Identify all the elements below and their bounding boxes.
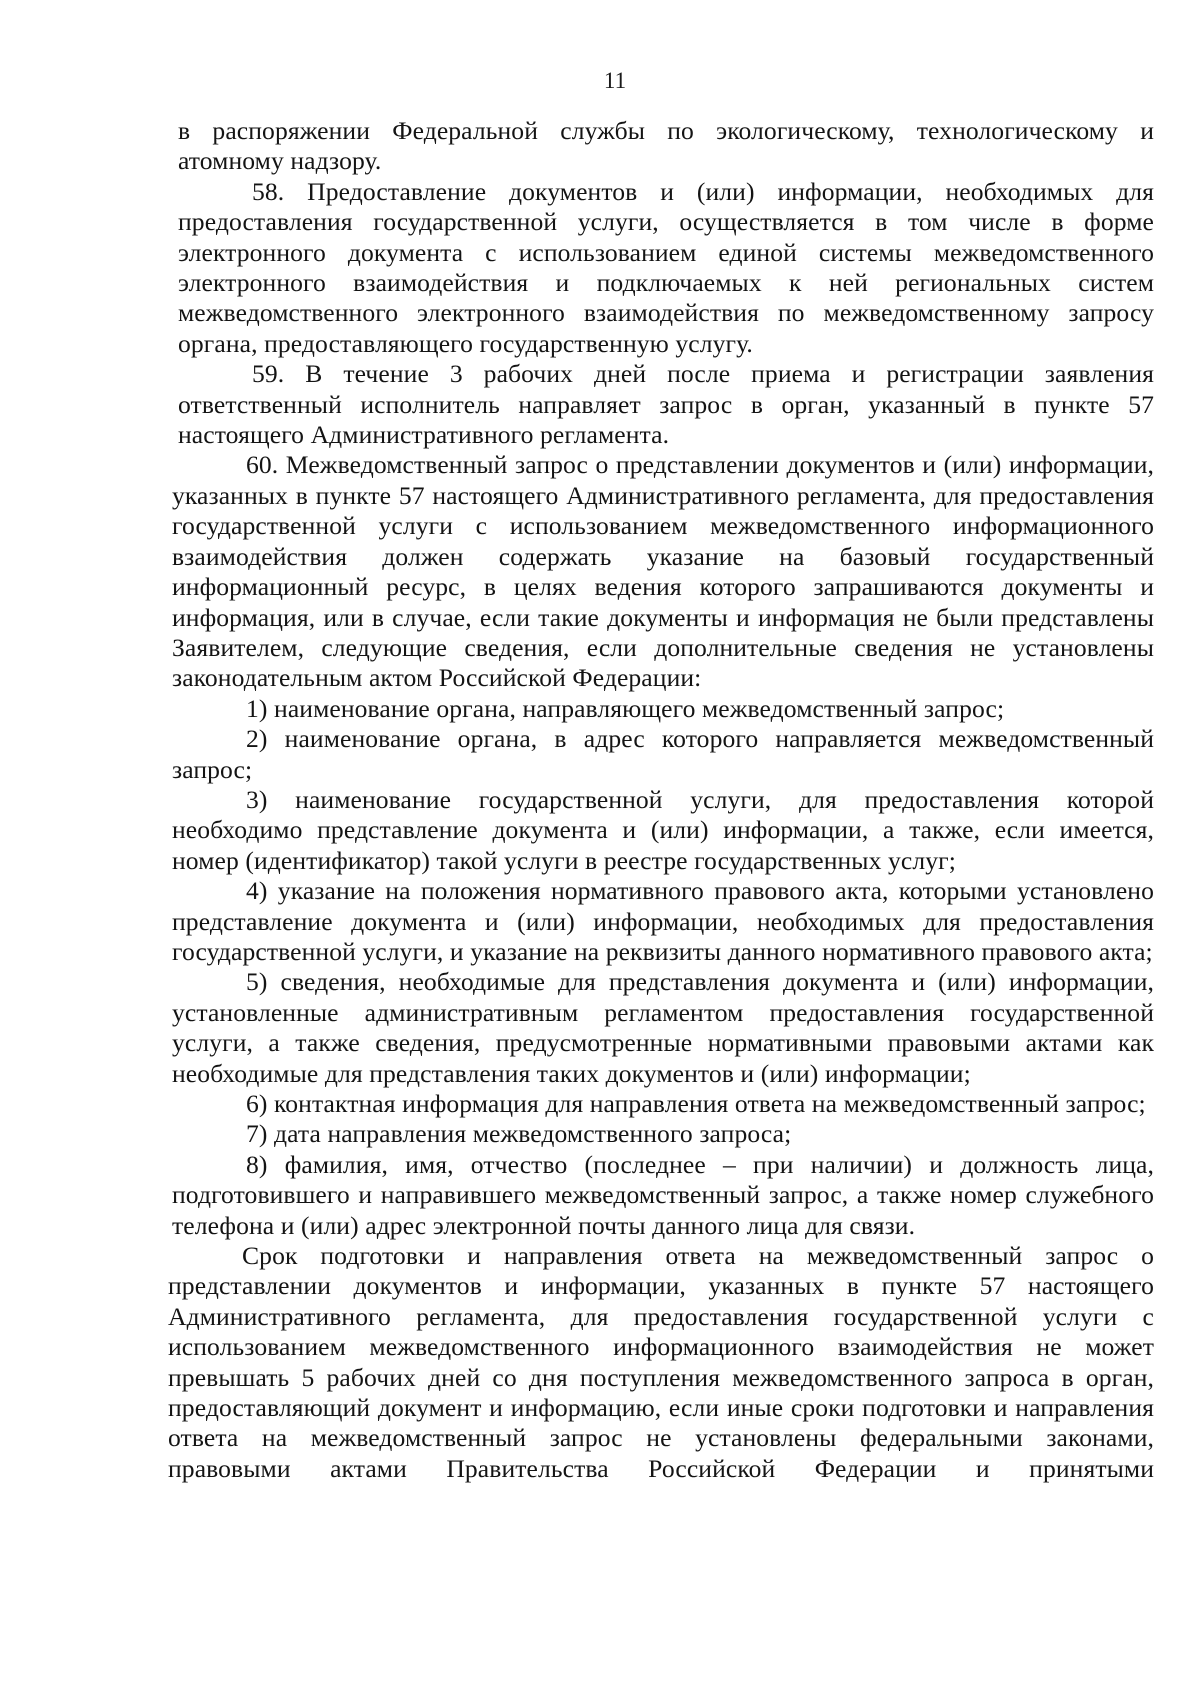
page-number: 11 (603, 68, 627, 93)
paragraph-continuation: в распоряжении Федеральной службы по экологическому, технологическому и атомному надзору. (178, 116, 1154, 176)
list-item-3: 3) наименование государственной услуги, для предоставления которой необходимо представление документа и (или) информации, а также, если имеется, номер (идентификатор) такой услуги в реестре государственных услуг; (172, 784, 1154, 875)
list-item-4: 4) указание на положения нормативного правового акта, которыми установлено представление документа и (или) информации, необходимых для предоставления государственной услуги, и указание на реквизиты данного нормативного правового акта; (172, 876, 1154, 966)
paragraph-58: 58. Предоставление документов и (или) информации, необходимых для предоставления государственной услуги, осуществляется в том числе в форме электронного документа с использованием единой системы межведомственного электронного взаимодействия и подключаемых к ней региональных систем межведомственного электронного взаимодействия по межведомственному запросу органа, предоставляющего государственную услугу. (178, 176, 1154, 358)
document-body (168, 116, 1154, 1484)
list-item-1: 1) наименование органа, направляющего межведомственный запрос; (246, 693, 1005, 723)
paragraph-response-term: Срок подготовки и направления ответа на межведомственный запрос о представлении документов и информации, указанных в пункте 57 настоящего Административного регламента, для предоставления государственной услуги с использованием межведомственного информационного взаимодействия не может превышать 5 рабочих дней со дня поступления межведомственного запроса в орган, предоставляющий документ и информацию, если иные сроки подготовки и направления ответа на межведомственный запрос не установлены федеральными законами, правовыми актами Правительства Российской Федерации и принятыми (168, 1241, 1154, 1483)
list-item-8: 8) фамилия, имя, отчество (последнее – при наличии) и должность лица, подготовившего и направившего межведомственный запрос, а также номер служебного телефона и (или) адрес электронной почты данного лица для связи. (172, 1149, 1154, 1240)
list-item-6: 6) контактная информация для направления ответа на межведомственный запрос; (246, 1089, 1146, 1118)
paragraph-60: 60. Межведомственный запрос о представлении документов и (или) информации, указанных в пункте 57 настоящего Административного регламента, для предоставления государственной услуги с использованием межведомственного информационного взаимодействия должен содержать указание на базовый государственный информационный ресурс, в целях ведения которого запрашиваются документы и информация, или в случае, если такие документы и информация не были представлены Заявителем, следующие сведения, если дополнительные сведения не установлены законодательным актом Российской Федерации: (172, 450, 1154, 693)
list-item-5: 5) сведения, необходимые для представления документа и (или) информации, установленные административным регламентом предоставления государственной услуги, а также сведения, предусмотренные нормативными правовыми актами как необходимые для представления таких документов и (или) информации; (172, 967, 1154, 1088)
paragraph-59: 59. В течение 3 рабочих дней после приема и регистрации заявления ответственный исполнитель направляет запрос в орган, указанный в пункте 57 настоящего Административного регламента. (178, 359, 1154, 450)
list-item-7: 7) дата направления межведомственного запроса; (246, 1119, 792, 1149)
list-item-2: 2) наименование органа, в адрес которого направляется межведомственный запрос; (172, 724, 1154, 784)
